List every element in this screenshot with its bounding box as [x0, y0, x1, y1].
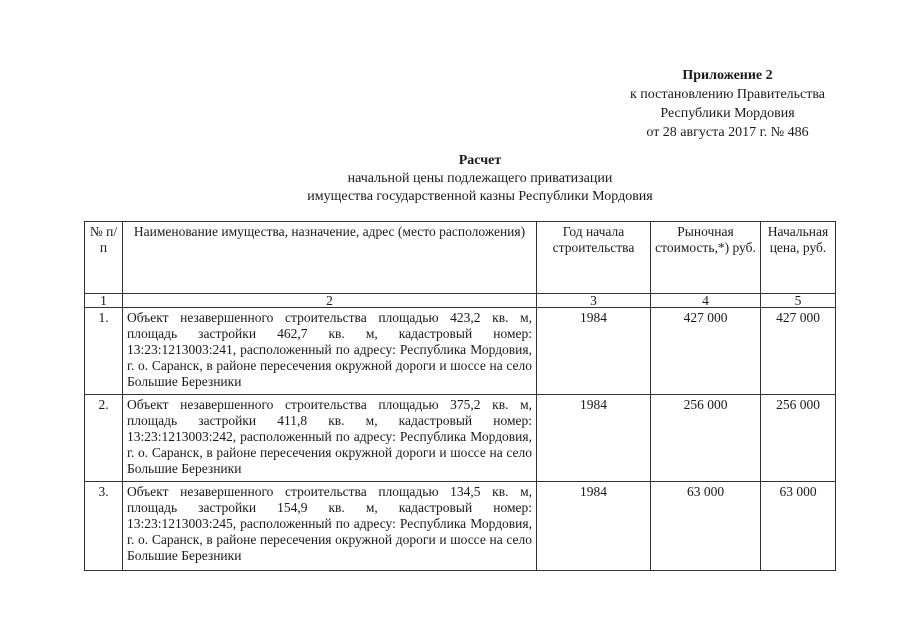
- initial-price: 63 000: [761, 482, 836, 571]
- row-number: 2.: [85, 395, 123, 482]
- property-description: Объект незавершенного строительства площадью 423,2 кв. м, площадь застройки 462,7 кв. м, кадастровый номер: 13:23:1213003:241, расположенный по адресу: Республика Мордовия, г. о. Саранск, в районе пересечения окружной дороги и шоссе на село Большие Березники: [123, 308, 537, 395]
- header-initial-price: Начальная цена, руб.: [761, 222, 836, 294]
- header-market-value: Рыночная стоимость,*) руб.: [651, 222, 761, 294]
- column-number: 1: [85, 294, 123, 308]
- document-subtitle-1: начальной цены подлежащего приватизации: [347, 171, 613, 186]
- property-description: Объект незавершенного строительства площадью 375,2 кв. м, площадь застройки 411,8 кв. м, кадастровый номер: 13:23:1213003:242, расположенный по адресу: Республика Мордовия, г. о. Саранск, в районе пересечения окружной дороги и шоссе на село Большие Березники: [123, 395, 537, 482]
- market-value: 63 000: [651, 482, 761, 571]
- column-number: 2: [123, 294, 537, 308]
- appendix-line-2: Республики Мордовия: [660, 106, 795, 121]
- column-number: 3: [537, 294, 651, 308]
- table-row: [85, 482, 836, 571]
- row-number: 1.: [85, 308, 123, 395]
- column-number: 4: [651, 294, 761, 308]
- table-row: [85, 395, 836, 482]
- initial-price: 256 000: [761, 395, 836, 482]
- market-value: 427 000: [651, 308, 761, 395]
- appendix-line-1: к постановлению Правительства: [629, 87, 826, 102]
- construction-year: 1984: [537, 395, 651, 482]
- column-number: 5: [761, 294, 836, 308]
- header-num: № п/п: [85, 222, 123, 294]
- table-header-row: [85, 222, 836, 294]
- document-subtitle-2: имущества государственной казны Республики Мордовия: [307, 189, 653, 204]
- row-number: 3.: [85, 482, 123, 571]
- construction-year: 1984: [537, 308, 651, 395]
- price-table: [84, 221, 836, 571]
- header-name: Наименование имущества, назначение, адрес (место расположения): [123, 222, 537, 294]
- appendix-title: Приложение 2: [682, 68, 773, 83]
- construction-year: 1984: [537, 482, 651, 571]
- appendix-block: [610, 66, 845, 142]
- market-value: 256 000: [651, 395, 761, 482]
- property-description: Объект незавершенного строительства площадью 134,5 кв. м, площадь застройки 154,9 кв. м, кадастровый номер: 13:23:1213003:245, расположенный по адресу: Республика Мордовия, г. о. Саранск, в районе пересечения окружной дороги и шоссе на село Большие Березники: [123, 482, 537, 571]
- appendix-date-line: от 28 августа 2017 г. № 486: [646, 125, 809, 140]
- document-title: Расчет: [458, 153, 502, 168]
- table-row: [85, 308, 836, 395]
- column-number-row: [85, 294, 836, 308]
- initial-price: 427 000: [761, 308, 836, 395]
- header-year: Год начала строительства: [537, 222, 651, 294]
- document-heading: [250, 152, 710, 206]
